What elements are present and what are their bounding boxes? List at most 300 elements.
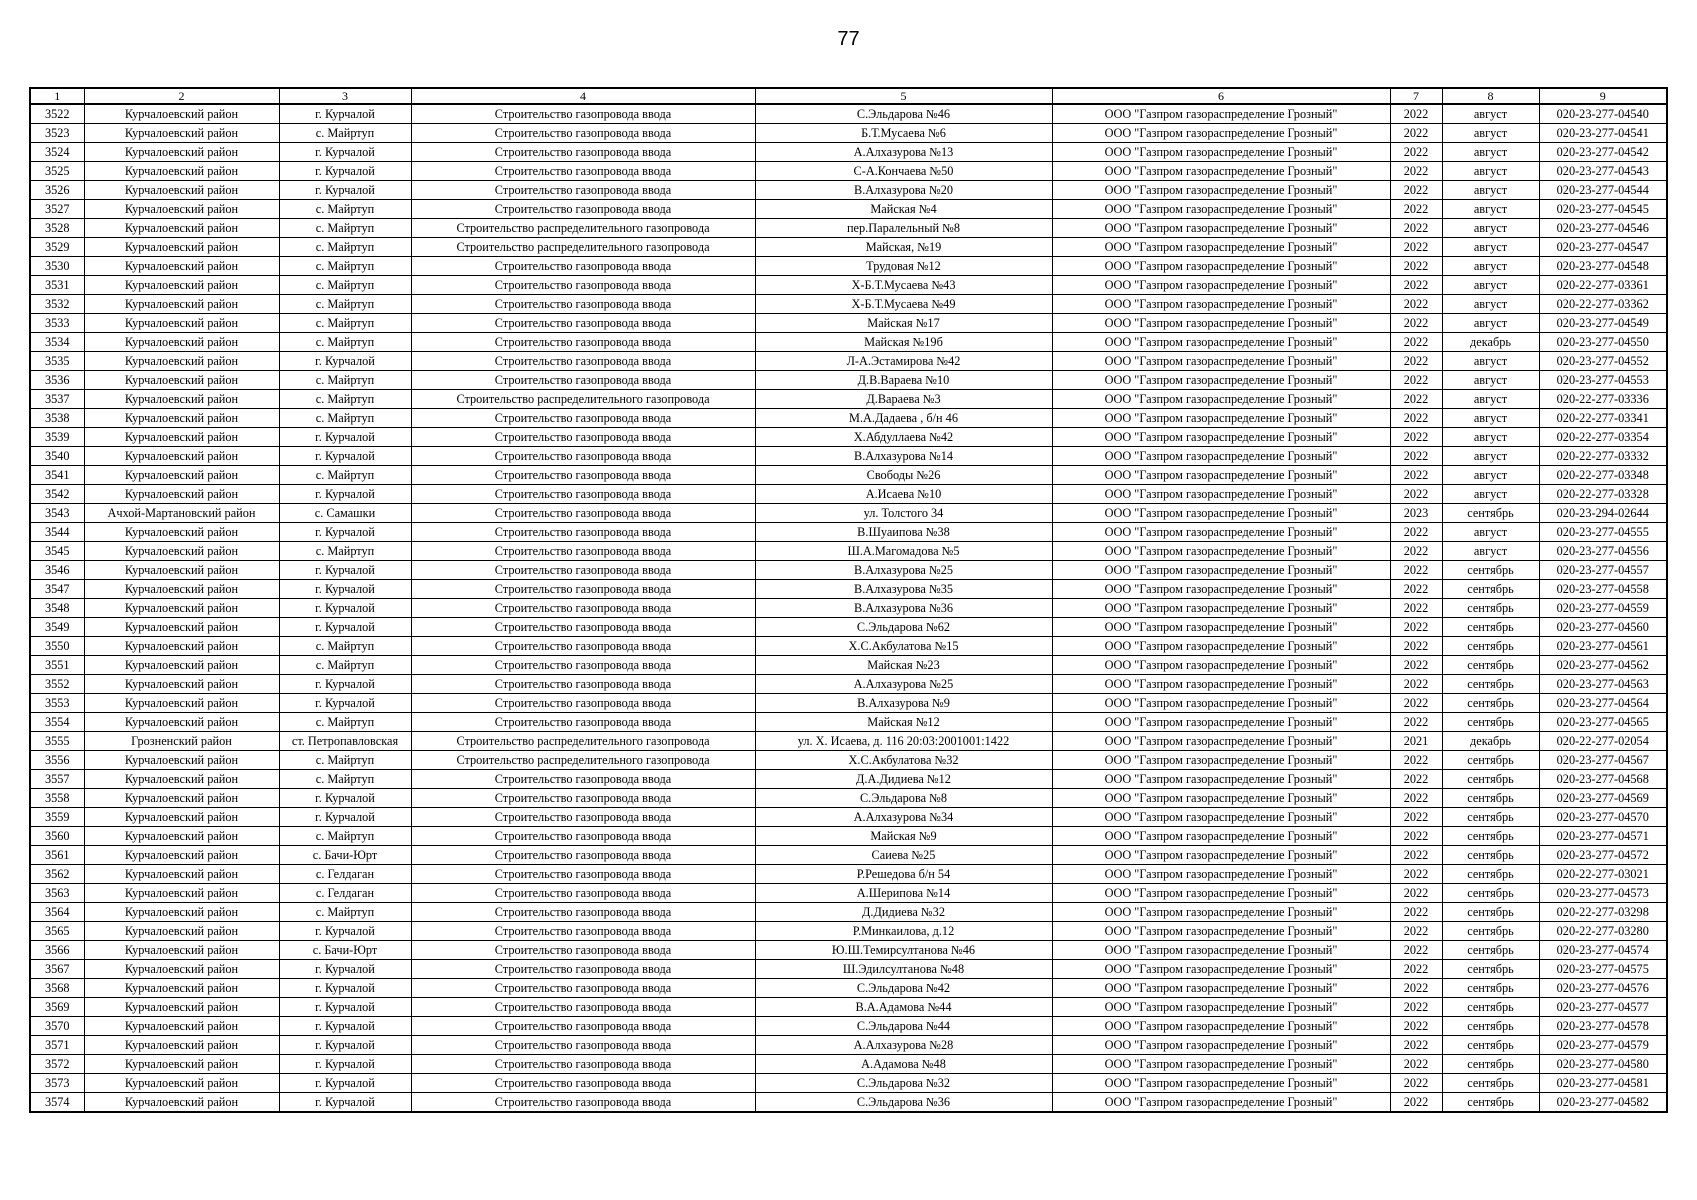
year-cell: 2022 xyxy=(1390,1074,1442,1093)
row-number-cell: 3554 xyxy=(30,713,84,732)
work-type-cell: Строительство газопровода ввода xyxy=(411,599,755,618)
district-cell: Курчалоевский район xyxy=(84,713,279,732)
address-cell: Трудовая №12 xyxy=(755,257,1052,276)
organization-cell: ООО "Газпром газораспределение Грозный" xyxy=(1052,561,1390,580)
table-row xyxy=(30,1017,1667,1036)
address-cell: Майская №4 xyxy=(755,200,1052,219)
row-number-cell: 3551 xyxy=(30,656,84,675)
settlement-cell: г. Курчалой xyxy=(279,143,411,162)
month-cell: август xyxy=(1442,352,1539,371)
organization-cell: ООО "Газпром газораспределение Грозный" xyxy=(1052,238,1390,257)
settlement-cell: г. Курчалой xyxy=(279,162,411,181)
work-type-cell: Строительство газопровода ввода xyxy=(411,1074,755,1093)
work-type-cell: Строительство распределительного газопровода xyxy=(411,751,755,770)
settlement-cell: с. Майртуп xyxy=(279,276,411,295)
row-number-cell: 3564 xyxy=(30,903,84,922)
row-number-cell: 3573 xyxy=(30,1074,84,1093)
year-cell: 2022 xyxy=(1390,656,1442,675)
year-cell: 2022 xyxy=(1390,941,1442,960)
district-cell: Курчалоевский район xyxy=(84,675,279,694)
organization-cell: ООО "Газпром газораспределение Грозный" xyxy=(1052,960,1390,979)
registry-number-cell: 020-23-277-04549 xyxy=(1539,314,1667,333)
year-cell: 2022 xyxy=(1390,675,1442,694)
registry-number-cell: 020-23-277-04559 xyxy=(1539,599,1667,618)
settlement-cell: с. Гелдаган xyxy=(279,865,411,884)
district-cell: Курчалоевский район xyxy=(84,1093,279,1113)
row-number-cell: 3553 xyxy=(30,694,84,713)
settlement-cell: г. Курчалой xyxy=(279,352,411,371)
registry-number-cell: 020-23-277-04577 xyxy=(1539,998,1667,1017)
row-number-cell: 3544 xyxy=(30,523,84,542)
work-type-cell: Строительство распределительного газопровода xyxy=(411,238,755,257)
address-cell: Д.Дидиева №32 xyxy=(755,903,1052,922)
registry-number-cell: 020-23-277-04555 xyxy=(1539,523,1667,542)
month-cell: сентябрь xyxy=(1442,675,1539,694)
work-type-cell: Строительство газопровода ввода xyxy=(411,846,755,865)
month-cell: сентябрь xyxy=(1442,751,1539,770)
settlement-cell: с. Бачи-Юрт xyxy=(279,846,411,865)
registry-number-cell: 020-23-277-04564 xyxy=(1539,694,1667,713)
row-number-cell: 3542 xyxy=(30,485,84,504)
registry-number-cell: 020-22-277-03021 xyxy=(1539,865,1667,884)
registry-number-cell: 020-23-277-04567 xyxy=(1539,751,1667,770)
table-row xyxy=(30,656,1667,675)
settlement-cell: г. Курчалой xyxy=(279,428,411,447)
table-row xyxy=(30,998,1667,1017)
table-row xyxy=(30,960,1667,979)
table-row xyxy=(30,1055,1667,1074)
work-type-cell: Строительство газопровода ввода xyxy=(411,257,755,276)
year-cell: 2022 xyxy=(1390,770,1442,789)
registry-number-cell: 020-23-277-04574 xyxy=(1539,941,1667,960)
district-cell: Курчалоевский район xyxy=(84,827,279,846)
table-row xyxy=(30,181,1667,200)
address-cell: Б.Т.Мусаева №6 xyxy=(755,124,1052,143)
work-type-cell: Строительство газопровода ввода xyxy=(411,960,755,979)
row-number-cell: 3532 xyxy=(30,295,84,314)
month-cell: август xyxy=(1442,409,1539,428)
settlement-cell: с. Майртуп xyxy=(279,314,411,333)
month-cell: сентябрь xyxy=(1442,713,1539,732)
address-cell: В.А.Адамова №44 xyxy=(755,998,1052,1017)
year-cell: 2022 xyxy=(1390,1055,1442,1074)
year-cell: 2022 xyxy=(1390,181,1442,200)
work-type-cell: Строительство газопровода ввода xyxy=(411,162,755,181)
organization-cell: ООО "Газпром газораспределение Грозный" xyxy=(1052,428,1390,447)
settlement-cell: с. Гелдаган xyxy=(279,884,411,903)
registry-number-cell: 020-23-277-04579 xyxy=(1539,1036,1667,1055)
organization-cell: ООО "Газпром газораспределение Грозный" xyxy=(1052,333,1390,352)
year-cell: 2022 xyxy=(1390,960,1442,979)
district-cell: Курчалоевский район xyxy=(84,333,279,352)
month-cell: сентябрь xyxy=(1442,979,1539,998)
month-cell: сентябрь xyxy=(1442,1036,1539,1055)
year-cell: 2022 xyxy=(1390,808,1442,827)
work-type-cell: Строительство газопровода ввода xyxy=(411,561,755,580)
organization-cell: ООО "Газпром газораспределение Грозный" xyxy=(1052,314,1390,333)
work-type-cell: Строительство газопровода ввода xyxy=(411,371,755,390)
row-number-cell: 3574 xyxy=(30,1093,84,1113)
work-type-cell: Строительство газопровода ввода xyxy=(411,637,755,656)
district-cell: Курчалоевский район xyxy=(84,1036,279,1055)
organization-cell: ООО "Газпром газораспределение Грозный" xyxy=(1052,409,1390,428)
district-cell: Курчалоевский район xyxy=(84,371,279,390)
registry-number-cell: 020-23-277-04582 xyxy=(1539,1093,1667,1113)
registry-number-cell: 020-22-277-03362 xyxy=(1539,295,1667,314)
address-cell: А.Адамова №48 xyxy=(755,1055,1052,1074)
address-cell: С.Эльдарова №36 xyxy=(755,1093,1052,1113)
registry-number-cell: 020-23-277-04540 xyxy=(1539,104,1667,124)
row-number-cell: 3552 xyxy=(30,675,84,694)
address-cell: С.Эльдарова №42 xyxy=(755,979,1052,998)
month-cell: август xyxy=(1442,200,1539,219)
address-cell: Майская №9 xyxy=(755,827,1052,846)
work-type-cell: Строительство газопровода ввода xyxy=(411,181,755,200)
row-number-cell: 3546 xyxy=(30,561,84,580)
district-cell: Курчалоевский район xyxy=(84,922,279,941)
settlement-cell: г. Курчалой xyxy=(279,104,411,124)
organization-cell: ООО "Газпром газораспределение Грозный" xyxy=(1052,352,1390,371)
district-cell: Грозненский район xyxy=(84,732,279,751)
registry-number-cell: 020-23-277-04562 xyxy=(1539,656,1667,675)
work-type-cell: Строительство газопровода ввода xyxy=(411,295,755,314)
year-cell: 2022 xyxy=(1390,789,1442,808)
organization-cell: ООО "Газпром газораспределение Грозный" xyxy=(1052,1055,1390,1074)
row-number-cell: 3567 xyxy=(30,960,84,979)
row-number-cell: 3561 xyxy=(30,846,84,865)
row-number-cell: 3562 xyxy=(30,865,84,884)
month-cell: сентябрь xyxy=(1442,865,1539,884)
work-type-cell: Строительство газопровода ввода xyxy=(411,1093,755,1113)
month-cell: август xyxy=(1442,466,1539,485)
registry-number-cell: 020-22-277-03328 xyxy=(1539,485,1667,504)
address-cell: Ш.Эдилсултанова №48 xyxy=(755,960,1052,979)
address-cell: ул. Толстого 34 xyxy=(755,504,1052,523)
district-cell: Курчалоевский район xyxy=(84,1017,279,1036)
registry-number-cell: 020-23-277-04544 xyxy=(1539,181,1667,200)
row-number-cell: 3558 xyxy=(30,789,84,808)
table-row xyxy=(30,219,1667,238)
year-cell: 2022 xyxy=(1390,371,1442,390)
address-cell: В.Алхазурова №35 xyxy=(755,580,1052,599)
work-type-cell: Строительство газопровода ввода xyxy=(411,143,755,162)
registry-number-cell: 020-23-277-04572 xyxy=(1539,846,1667,865)
month-cell: сентябрь xyxy=(1442,808,1539,827)
row-number-cell: 3523 xyxy=(30,124,84,143)
month-cell: сентябрь xyxy=(1442,960,1539,979)
address-cell: Майская, №19 xyxy=(755,238,1052,257)
district-cell: Курчалоевский район xyxy=(84,466,279,485)
organization-cell: ООО "Газпром газораспределение Грозный" xyxy=(1052,675,1390,694)
settlement-cell: с. Майртуп xyxy=(279,656,411,675)
work-type-cell: Строительство газопровода ввода xyxy=(411,713,755,732)
work-type-cell: Строительство газопровода ввода xyxy=(411,428,755,447)
settlement-cell: с. Майртуп xyxy=(279,390,411,409)
row-number-cell: 3555 xyxy=(30,732,84,751)
month-cell: сентябрь xyxy=(1442,903,1539,922)
table-row xyxy=(30,751,1667,770)
month-cell: август xyxy=(1442,238,1539,257)
organization-cell: ООО "Газпром газораспределение Грозный" xyxy=(1052,979,1390,998)
work-type-cell: Строительство газопровода ввода xyxy=(411,922,755,941)
address-cell: В.Алхазурова №9 xyxy=(755,694,1052,713)
work-type-cell: Строительство газопровода ввода xyxy=(411,941,755,960)
organization-cell: ООО "Газпром газораспределение Грозный" xyxy=(1052,789,1390,808)
year-cell: 2022 xyxy=(1390,447,1442,466)
table-row xyxy=(30,523,1667,542)
column-header-7: 7 xyxy=(1390,88,1442,104)
table-row xyxy=(30,637,1667,656)
district-cell: Курчалоевский район xyxy=(84,960,279,979)
organization-cell: ООО "Газпром газораспределение Грозный" xyxy=(1052,466,1390,485)
column-header-6: 6 xyxy=(1052,88,1390,104)
table-row xyxy=(30,1074,1667,1093)
organization-cell: ООО "Газпром газораспределение Грозный" xyxy=(1052,104,1390,124)
registry-number-cell: 020-23-277-04578 xyxy=(1539,1017,1667,1036)
registry-number-cell: 020-23-277-04542 xyxy=(1539,143,1667,162)
organization-cell: ООО "Газпром газораспределение Грозный" xyxy=(1052,808,1390,827)
organization-cell: ООО "Газпром газораспределение Грозный" xyxy=(1052,713,1390,732)
address-cell: Х-Б.Т.Мусаева №43 xyxy=(755,276,1052,295)
table-row xyxy=(30,599,1667,618)
address-cell: А.Алхазурова №25 xyxy=(755,675,1052,694)
year-cell: 2023 xyxy=(1390,504,1442,523)
work-type-cell: Строительство газопровода ввода xyxy=(411,694,755,713)
month-cell: август xyxy=(1442,314,1539,333)
settlement-cell: г. Курчалой xyxy=(279,1036,411,1055)
year-cell: 2021 xyxy=(1390,732,1442,751)
row-number-cell: 3570 xyxy=(30,1017,84,1036)
address-cell: М.А.Дадаева , б/н 46 xyxy=(755,409,1052,428)
registry-number-cell: 020-22-277-03298 xyxy=(1539,903,1667,922)
year-cell: 2022 xyxy=(1390,599,1442,618)
table-row xyxy=(30,143,1667,162)
table-row xyxy=(30,979,1667,998)
month-cell: сентябрь xyxy=(1442,580,1539,599)
table-row xyxy=(30,789,1667,808)
row-number-cell: 3549 xyxy=(30,618,84,637)
month-cell: сентябрь xyxy=(1442,789,1539,808)
month-cell: август xyxy=(1442,276,1539,295)
registry-number-cell: 020-22-277-03280 xyxy=(1539,922,1667,941)
settlement-cell: г. Курчалой xyxy=(279,1074,411,1093)
organization-cell: ООО "Газпром газораспределение Грозный" xyxy=(1052,656,1390,675)
column-header-5: 5 xyxy=(755,88,1052,104)
organization-cell: ООО "Газпром газораспределение Грозный" xyxy=(1052,124,1390,143)
row-number-cell: 3565 xyxy=(30,922,84,941)
year-cell: 2022 xyxy=(1390,428,1442,447)
month-cell: сентябрь xyxy=(1442,827,1539,846)
district-cell: Курчалоевский район xyxy=(84,1055,279,1074)
address-cell: Майская №19б xyxy=(755,333,1052,352)
month-cell: август xyxy=(1442,124,1539,143)
month-cell: сентябрь xyxy=(1442,599,1539,618)
month-cell: август xyxy=(1442,447,1539,466)
settlement-cell: г. Курчалой xyxy=(279,599,411,618)
settlement-cell: с. Майртуп xyxy=(279,257,411,276)
page-number: 77 xyxy=(837,28,860,50)
district-cell: Курчалоевский район xyxy=(84,599,279,618)
address-cell: Ю.Ш.Темирсултанова №46 xyxy=(755,941,1052,960)
row-number-cell: 3571 xyxy=(30,1036,84,1055)
row-number-cell: 3526 xyxy=(30,181,84,200)
organization-cell: ООО "Газпром газораспределение Грозный" xyxy=(1052,143,1390,162)
district-cell: Курчалоевский район xyxy=(84,124,279,143)
organization-cell: ООО "Газпром газораспределение Грозный" xyxy=(1052,580,1390,599)
work-type-cell: Строительство газопровода ввода xyxy=(411,314,755,333)
work-type-cell: Строительство газопровода ввода xyxy=(411,979,755,998)
address-cell: В.Алхазурова №36 xyxy=(755,599,1052,618)
month-cell: декабрь xyxy=(1442,333,1539,352)
registry-number-cell: 020-23-277-04552 xyxy=(1539,352,1667,371)
table-row xyxy=(30,846,1667,865)
district-cell: Курчалоевский район xyxy=(84,561,279,580)
address-cell: А.Исаева №10 xyxy=(755,485,1052,504)
table-row xyxy=(30,1093,1667,1113)
row-number-cell: 3535 xyxy=(30,352,84,371)
organization-cell: ООО "Газпром газораспределение Грозный" xyxy=(1052,523,1390,542)
work-type-cell: Строительство газопровода ввода xyxy=(411,808,755,827)
address-cell: С.Эльдарова №62 xyxy=(755,618,1052,637)
organization-cell: ООО "Газпром газораспределение Грозный" xyxy=(1052,219,1390,238)
district-cell: Курчалоевский район xyxy=(84,276,279,295)
row-number-cell: 3527 xyxy=(30,200,84,219)
registry-number-cell: 020-22-277-03336 xyxy=(1539,390,1667,409)
work-type-cell: Строительство газопровода ввода xyxy=(411,542,755,561)
settlement-cell: г. Курчалой xyxy=(279,1017,411,1036)
month-cell: сентябрь xyxy=(1442,998,1539,1017)
registry-number-cell: 020-23-277-04569 xyxy=(1539,789,1667,808)
registry-table xyxy=(29,87,1668,1113)
table-row xyxy=(30,770,1667,789)
address-cell: Ш.А.Магомадова №5 xyxy=(755,542,1052,561)
district-cell: Курчалоевский район xyxy=(84,104,279,124)
district-cell: Курчалоевский район xyxy=(84,409,279,428)
header-row xyxy=(30,88,1667,104)
month-cell: август xyxy=(1442,485,1539,504)
work-type-cell: Строительство распределительного газопровода xyxy=(411,219,755,238)
column-header-9: 9 xyxy=(1539,88,1667,104)
month-cell: сентябрь xyxy=(1442,1055,1539,1074)
settlement-cell: с. Майртуп xyxy=(279,713,411,732)
organization-cell: ООО "Газпром газораспределение Грозный" xyxy=(1052,618,1390,637)
organization-cell: ООО "Газпром газораспределение Грозный" xyxy=(1052,694,1390,713)
month-cell: сентябрь xyxy=(1442,637,1539,656)
year-cell: 2022 xyxy=(1390,104,1442,124)
month-cell: август xyxy=(1442,219,1539,238)
month-cell: август xyxy=(1442,390,1539,409)
work-type-cell: Строительство газопровода ввода xyxy=(411,618,755,637)
registry-number-cell: 020-23-277-04558 xyxy=(1539,580,1667,599)
work-type-cell: Строительство газопровода ввода xyxy=(411,104,755,124)
year-cell: 2022 xyxy=(1390,1017,1442,1036)
month-cell: август xyxy=(1442,257,1539,276)
organization-cell: ООО "Газпром газораспределение Грозный" xyxy=(1052,371,1390,390)
table-row xyxy=(30,257,1667,276)
work-type-cell: Строительство газопровода ввода xyxy=(411,276,755,295)
year-cell: 2022 xyxy=(1390,903,1442,922)
settlement-cell: с. Майртуп xyxy=(279,219,411,238)
registry-number-cell: 020-23-277-04548 xyxy=(1539,257,1667,276)
settlement-cell: с. Майртуп xyxy=(279,827,411,846)
year-cell: 2022 xyxy=(1390,694,1442,713)
registry-number-cell: 020-23-277-04545 xyxy=(1539,200,1667,219)
settlement-cell: с. Бачи-Юрт xyxy=(279,941,411,960)
settlement-cell: г. Курчалой xyxy=(279,998,411,1017)
district-cell: Курчалоевский район xyxy=(84,770,279,789)
address-cell: Л-А.Эстамирова №42 xyxy=(755,352,1052,371)
year-cell: 2022 xyxy=(1390,162,1442,181)
table-row xyxy=(30,561,1667,580)
organization-cell: ООО "Газпром газораспределение Грозный" xyxy=(1052,542,1390,561)
row-number-cell: 3560 xyxy=(30,827,84,846)
registry-number-cell: 020-23-277-04570 xyxy=(1539,808,1667,827)
work-type-cell: Строительство распределительного газопровода xyxy=(411,732,755,751)
month-cell: сентябрь xyxy=(1442,504,1539,523)
district-cell: Курчалоевский район xyxy=(84,846,279,865)
row-number-cell: 3547 xyxy=(30,580,84,599)
year-cell: 2022 xyxy=(1390,542,1442,561)
registry-number-cell: 020-23-277-04575 xyxy=(1539,960,1667,979)
column-header-4: 4 xyxy=(411,88,755,104)
year-cell: 2022 xyxy=(1390,998,1442,1017)
district-cell: Курчалоевский район xyxy=(84,181,279,200)
month-cell: август xyxy=(1442,295,1539,314)
month-cell: сентябрь xyxy=(1442,561,1539,580)
registry-number-cell: 020-23-277-04546 xyxy=(1539,219,1667,238)
registry-number-cell: 020-23-294-02644 xyxy=(1539,504,1667,523)
year-cell: 2022 xyxy=(1390,865,1442,884)
settlement-cell: с. Майртуп xyxy=(279,542,411,561)
year-cell: 2022 xyxy=(1390,922,1442,941)
row-number-cell: 3548 xyxy=(30,599,84,618)
year-cell: 2022 xyxy=(1390,846,1442,865)
month-cell: сентябрь xyxy=(1442,922,1539,941)
row-number-cell: 3566 xyxy=(30,941,84,960)
row-number-cell: 3536 xyxy=(30,371,84,390)
organization-cell: ООО "Газпром газораспределение Грозный" xyxy=(1052,770,1390,789)
year-cell: 2022 xyxy=(1390,827,1442,846)
registry-number-cell: 020-23-277-04573 xyxy=(1539,884,1667,903)
row-number-cell: 3530 xyxy=(30,257,84,276)
address-cell: С.Эльдарова №32 xyxy=(755,1074,1052,1093)
district-cell: Курчалоевский район xyxy=(84,238,279,257)
table-row xyxy=(30,276,1667,295)
year-cell: 2022 xyxy=(1390,390,1442,409)
district-cell: Курчалоевский район xyxy=(84,200,279,219)
district-cell: Курчалоевский район xyxy=(84,979,279,998)
settlement-cell: с. Майртуп xyxy=(279,637,411,656)
work-type-cell: Строительство газопровода ввода xyxy=(411,675,755,694)
table-row xyxy=(30,428,1667,447)
district-cell: Курчалоевский район xyxy=(84,352,279,371)
table-row xyxy=(30,732,1667,751)
registry-number-cell: 020-22-277-03348 xyxy=(1539,466,1667,485)
settlement-cell: с. Майртуп xyxy=(279,295,411,314)
address-cell: Д.Вараева №3 xyxy=(755,390,1052,409)
registry-number-cell: 020-23-277-04553 xyxy=(1539,371,1667,390)
table-row xyxy=(30,485,1667,504)
settlement-cell: г. Курчалой xyxy=(279,808,411,827)
table-body xyxy=(30,104,1667,1112)
district-cell: Курчалоевский район xyxy=(84,523,279,542)
row-number-cell: 3545 xyxy=(30,542,84,561)
address-cell: Саиева №25 xyxy=(755,846,1052,865)
organization-cell: ООО "Газпром газораспределение Грозный" xyxy=(1052,257,1390,276)
settlement-cell: г. Курчалой xyxy=(279,922,411,941)
district-cell: Курчалоевский район xyxy=(84,314,279,333)
organization-cell: ООО "Газпром газораспределение Грозный" xyxy=(1052,485,1390,504)
